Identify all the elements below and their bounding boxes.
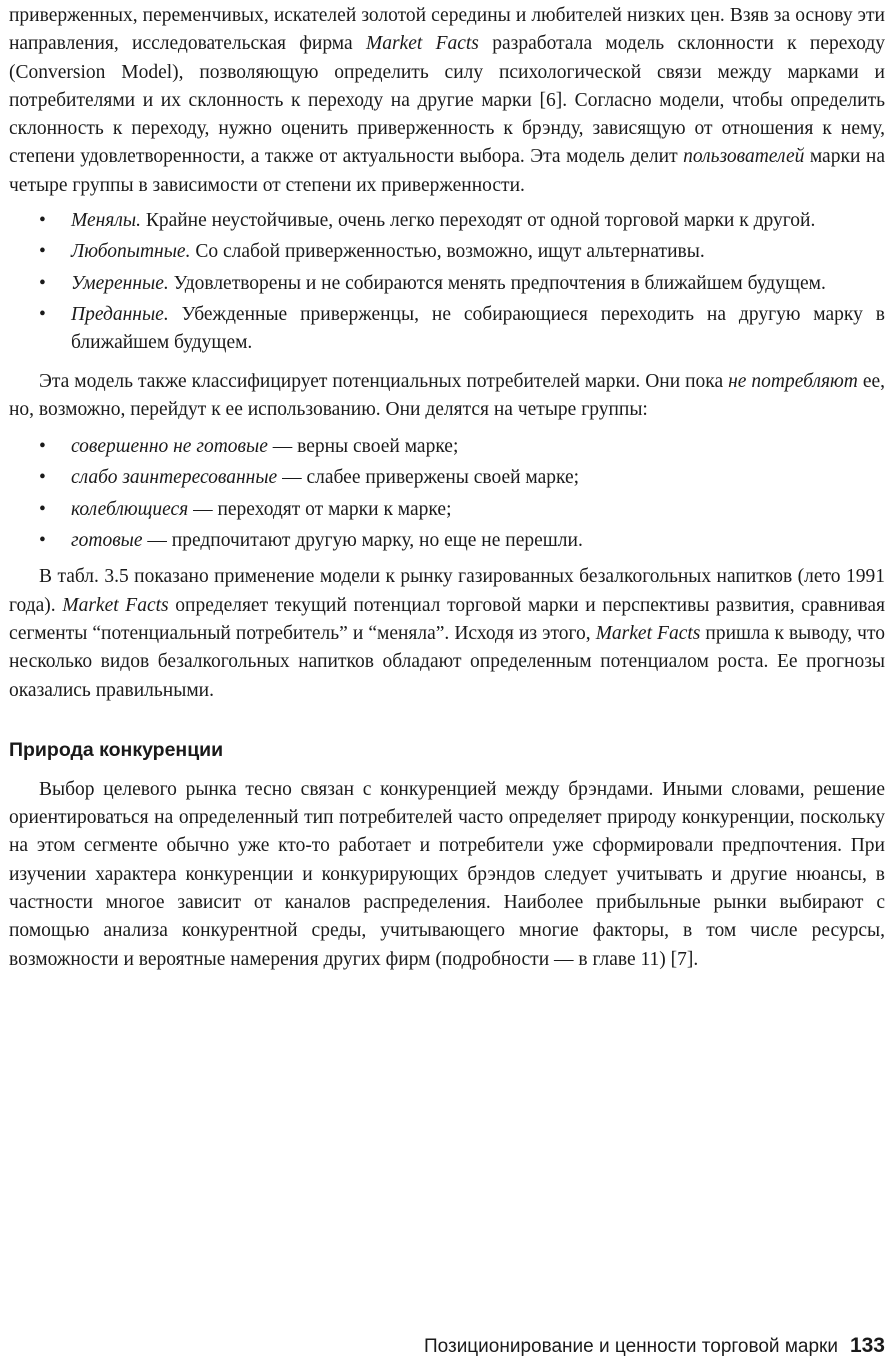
bullet: • [39, 498, 46, 520]
list-item [9, 496, 885, 524]
list-term: колеблющиеся [71, 498, 189, 520]
list-term: Менялы. [71, 210, 141, 232]
bullet: • [39, 241, 46, 263]
paragraph-conversion-model [9, 2, 885, 200]
list-term: слабо заинтересованные [71, 467, 278, 489]
text-run: пришла к выводу, что несколько видов безалкогольных напитков обладают определенным потенциалом роста. Ее прогнозы оказались правильными. [9, 622, 885, 701]
text-run: ее, но, возможно, перейдут к ее использованию. Они делятся на четыре группы: [9, 370, 886, 420]
page-body [9, 2, 885, 974]
list-item [9, 433, 885, 461]
bullet: • [39, 530, 46, 552]
list-item [9, 238, 885, 266]
list-text: Со слабой приверженностью, возможно, ищут альтернативы. [190, 241, 705, 263]
running-title: Позиционирование и ценности торговой марки [423, 1336, 838, 1357]
bullet: • [39, 210, 46, 232]
list-item [9, 464, 885, 492]
paragraph-competition: Выбор целевого рынка тесно связан с конкуренцией между брэндами. Иными словами, решение ориентироваться на определенный тип потребителей часто определяет природу конкуренции, поскольку на этом сегменте обычно уже кто-то работает и потребители уже сформировали предпочтения. При изучении характера конкуренции и конкурирующих брэндов следует учитывать и другие нюансы, в частности многое зависит от каналов распределения. Наиболее прибыльные рынки выбирают с помощью анализа конкурентной среды, учитывающего многие факторы, в том числе ресурсы, возможности и вероятные намерения других фирм (подробности — в главе 11) [7]. [9, 778, 885, 970]
list-item [9, 207, 885, 235]
list-text: — предпочитают другую марку, но еще не перешли. [142, 530, 583, 552]
section-heading: Природа конкуренции [9, 738, 224, 761]
list-term: Умеренные. [71, 272, 169, 294]
list-term: совершенно не готовые [71, 436, 268, 458]
users-groups-list [9, 207, 885, 357]
list-text: Убежденные приверженцы, не собирающиеся переходить на другую марку в ближайшем будущем. [71, 303, 885, 354]
list-term: готовые [71, 530, 143, 552]
company-name: Market Facts [365, 33, 479, 55]
list-text: — слабее привержены своей марке; [277, 467, 580, 489]
list-item [9, 270, 885, 298]
emphasis-users: пользователей [683, 146, 805, 168]
company-name: Market Facts [595, 622, 701, 644]
text-run: Эта модель также классифицирует потенциальных потребителей марки. Они пока [39, 370, 729, 392]
text-run: разработала модель склонности к переходу (Conversion Model), позволяющую определить силу психологической связи между марками и потребителями и их склонность к переходу на другие марки [6]. Согласно модели, чтобы определить склонность к переходу, нужно оценить приверженность к брэнду, зависящую от отношения к нему, степени удовлетворенности, а также от актуальности выбора. Эта модель делит [9, 33, 885, 168]
list-text: Крайне неустойчивые, очень легко переходят от одной торговой марки к другой. [140, 210, 816, 232]
bullet: • [39, 467, 46, 489]
list-term: Преданные. [71, 303, 169, 325]
potential-groups-list [9, 433, 885, 555]
text-run: приверженных, переменчивых, искателей золотой середины и любителей низких цен. Взяв за основу эти направления, исследовательская фирма [9, 5, 885, 55]
page-number: 133 [849, 1334, 885, 1357]
paragraph-table-reference [9, 563, 885, 704]
bullet: • [39, 272, 46, 294]
page-footer [0, 1334, 885, 1358]
list-item [9, 527, 885, 555]
emphasis-not-consuming: не потребляют [728, 370, 858, 392]
company-name: Market Facts [62, 594, 169, 616]
list-term: Любопытные. [71, 241, 191, 263]
bullet: • [39, 303, 46, 325]
text-run: марки на четыре группы в зависимости от степени их приверженности. [9, 146, 885, 196]
bullet: • [39, 436, 46, 458]
list-text: — верны своей марке; [267, 436, 459, 458]
paragraph-potential-users [9, 368, 885, 425]
list-text: — переходят от марки к марке; [188, 498, 452, 520]
list-text: Удовлетворены и не собираются менять предпочтения в ближайшем будущем. [168, 272, 826, 294]
text-run: В табл. 3.5 показано применение модели к рынку газированных безалкогольных напитков (лето 1991 года). [9, 566, 885, 616]
list-item [9, 301, 885, 358]
text-run: определяет текущий потенциал торговой марки и перспективы развития, сравнивая сегменты “потенциальный потребитель” и “меняла”. Исходя из этого, [9, 594, 885, 644]
